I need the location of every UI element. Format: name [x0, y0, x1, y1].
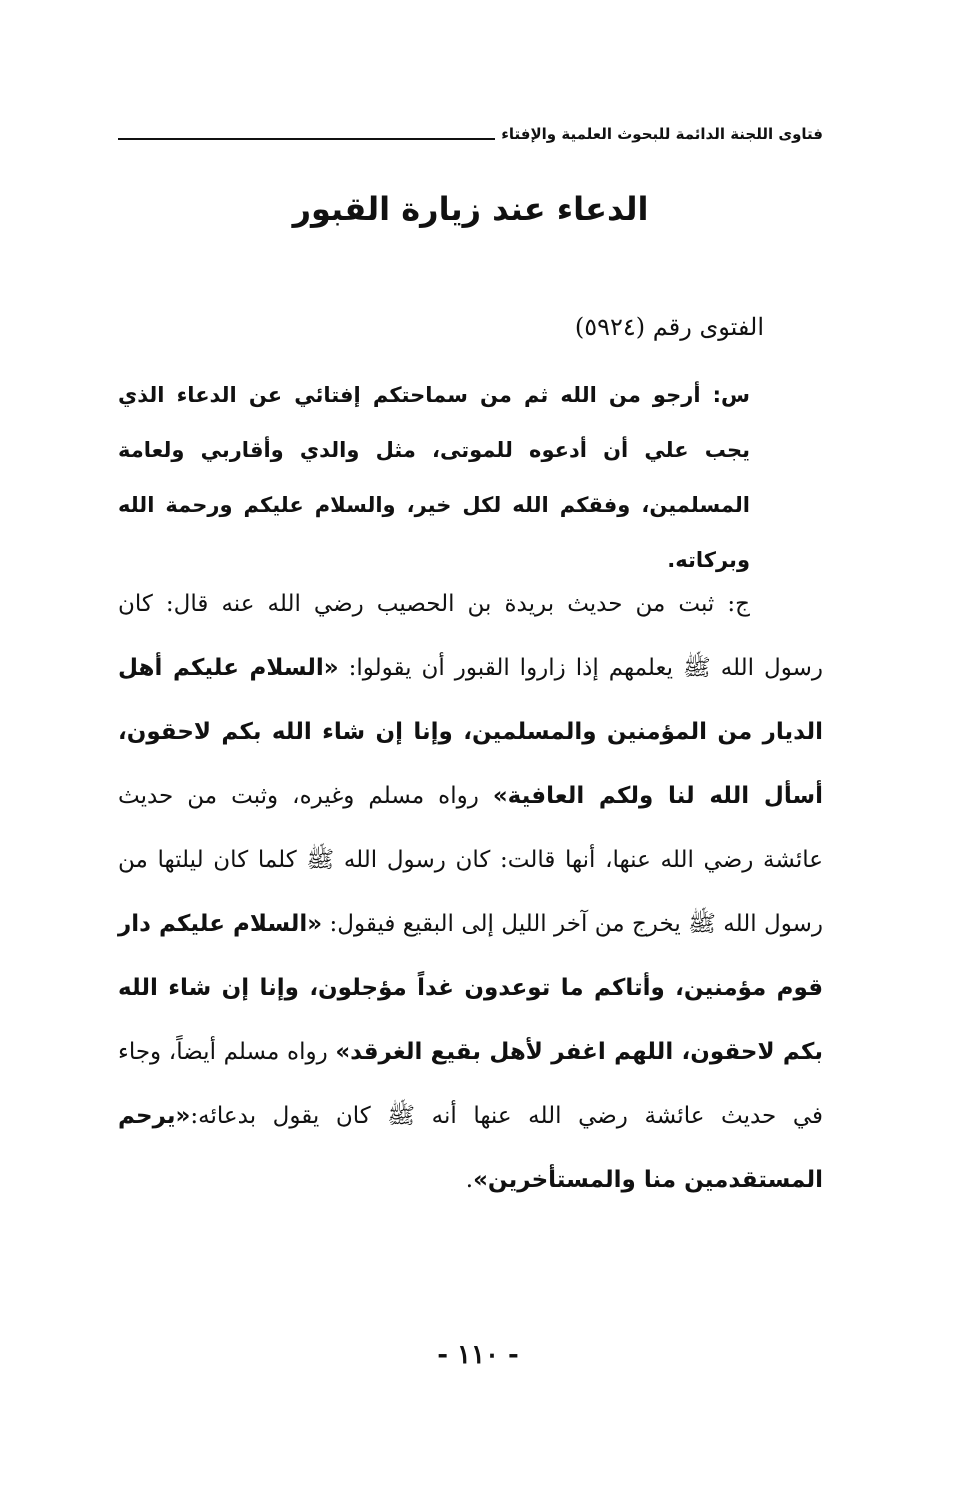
answer-paragraph	[118, 572, 823, 1212]
page-title: الدعاء عند زيارة القبور	[292, 190, 649, 228]
header-rule	[118, 138, 495, 140]
running-header-title: فتاوى اللجنة الدائمة للبحوث العلمية والإفتاء	[501, 125, 823, 143]
answer-end: .	[465, 1167, 474, 1193]
answer-text-3: رواه مسلم أيضاً، وجاء في حديث عائشة رضي الله عنها أنه ﷺ كان يقول بدعائه:	[118, 1039, 823, 1129]
hadith-quote-3: «يرحم المستقدمين منا والمستأخرين»	[118, 1103, 823, 1193]
hadith-quote-2: «السلام عليكم دار قوم مؤمنين، وأتاكم ما توعدون غداً مؤجلون، وإنا إن شاء الله بكم لاحقون، اللهم اغفر لأهل بقيع الغرقد»	[118, 911, 823, 1065]
answer-text-2: رواه مسلم وغيره، وثبت من حديث عائشة رضي الله عنها، أنها قالت: كان رسول الله ﷺ كلما كان ليلتها من رسول الله ﷺ يخرج من آخر الليل إلى البقيع فيقول:	[118, 783, 823, 937]
running-header	[118, 118, 823, 150]
page-number: - ١١٠ -	[437, 1340, 519, 1370]
question-paragraph: س: أرجو من الله ثم من سماحتكم إفتائي عن الدعاء الذي يجب علي أن أدعوه للموتى، مثل والدي وأقاربي ولعامة المسلمين، وفقكم الله لكل خير، والسلام عليكم ورحمة الله وبركاته.	[118, 383, 750, 572]
fatwa-number: الفتوى رقم (٥٩٢٤)	[574, 313, 764, 341]
hadith-quote-1: «السلام عليكم أهل الديار من المؤمنين والمسلمين، وإنا إن شاء الله بكم لاحقون، أسأل الله لنا ولكم العافية»	[118, 655, 823, 809]
answer-intro: ج: ثبت من حديث بريدة بن الحصيب رضي الله عنه قال:	[165, 591, 750, 617]
answer-text-1: كان رسول الله ﷺ يعلمهم إذا زاروا القبور أن يقولوا:	[118, 591, 823, 681]
